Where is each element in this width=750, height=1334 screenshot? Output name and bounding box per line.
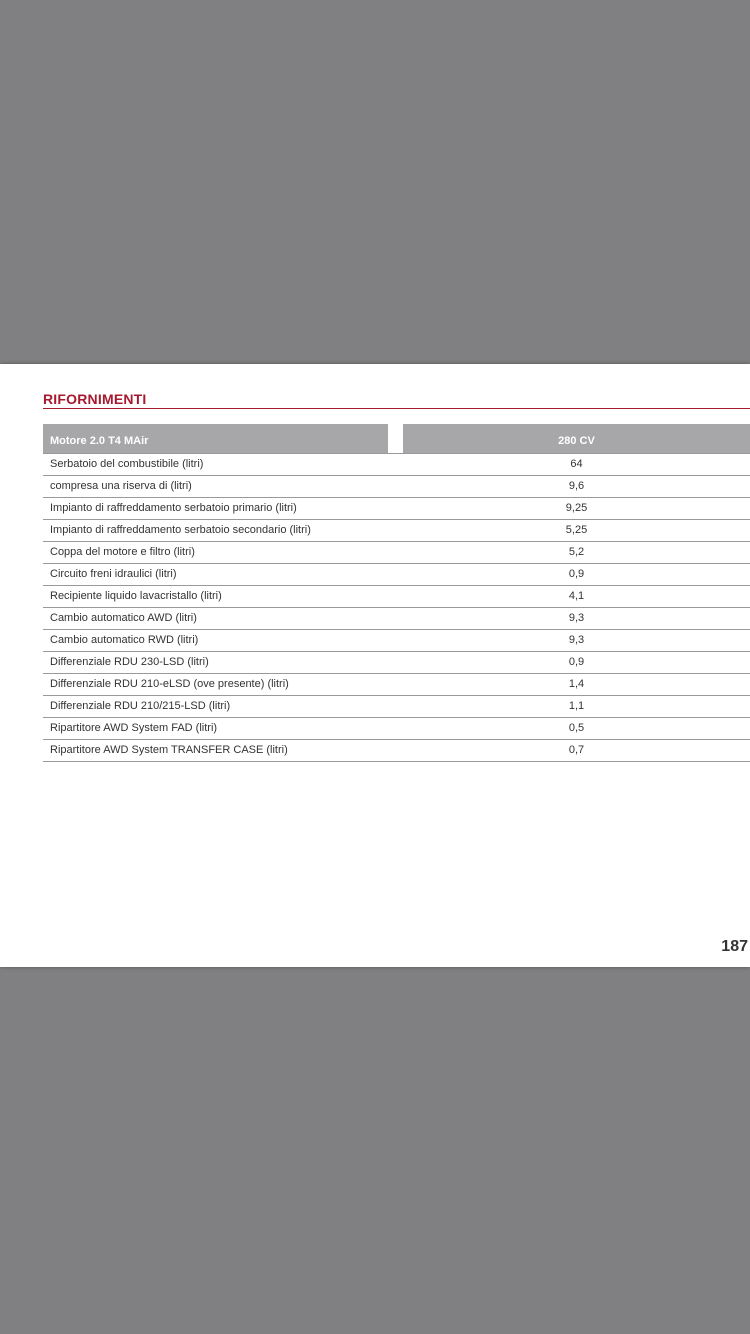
table-row (43, 498, 750, 520)
row-value: 0,9 (568, 656, 585, 668)
row-label: compresa una riserva di (litri) (50, 480, 192, 492)
table-row (43, 476, 750, 498)
row-label: Cambio automatico RWD (litri) (50, 634, 199, 646)
row-value: 9,25 (565, 502, 588, 514)
header-power: 280 CV (403, 424, 750, 453)
header-engine: Motore 2.0 T4 MAir (43, 424, 388, 453)
row-label: Ripartitore AWD System FAD (litri) (50, 722, 218, 734)
row-value: 0,5 (568, 722, 585, 734)
row-value: 5,25 (565, 524, 588, 536)
title-divider (43, 408, 750, 409)
row-label: Impianto di raffreddamento serbatoio primario (litri) (50, 502, 297, 514)
row-value: 5,2 (568, 546, 585, 558)
row-label: Coppa del motore e filtro (litri) (50, 546, 195, 558)
table-row (43, 586, 750, 608)
section-title: RIFORNIMENTI (43, 391, 147, 407)
table-row (43, 652, 750, 674)
row-label: Circuito freni idraulici (litri) (50, 568, 177, 580)
row-label: Ripartitore AWD System TRANSFER CASE (litri) (50, 744, 288, 756)
table-header (43, 424, 750, 454)
row-value: 4,1 (568, 590, 585, 602)
table-row (43, 630, 750, 652)
table-row (43, 718, 750, 740)
table-row (43, 696, 750, 718)
page-number: 187 (721, 938, 748, 955)
row-label: Differenziale RDU 210-eLSD (ove presente) (litri) (50, 678, 289, 690)
row-value: 1,1 (568, 700, 585, 712)
row-label: Differenziale RDU 230-LSD (litri) (50, 656, 209, 668)
table-row (43, 608, 750, 630)
table-row (43, 454, 750, 476)
row-value: 9,3 (568, 612, 585, 624)
table-row (43, 520, 750, 542)
row-label: Impianto di raffreddamento serbatoio secondario (litri) (50, 524, 311, 536)
table-row (43, 564, 750, 586)
row-value: 0,7 (568, 744, 585, 756)
row-label: Differenziale RDU 210/215-LSD (litri) (50, 700, 231, 712)
row-label: Recipiente liquido lavacristallo (litri) (50, 590, 222, 602)
table-row (43, 674, 750, 696)
row-value: 9,6 (568, 480, 585, 492)
table-row (43, 542, 750, 564)
row-label: Serbatoio del combustibile (litri) (50, 458, 204, 470)
row-value: 64 (570, 458, 583, 470)
manual-page (0, 364, 750, 967)
row-value: 0,9 (568, 568, 585, 580)
row-value: 9,3 (568, 634, 585, 646)
row-label: Cambio automatico AWD (litri) (50, 612, 197, 624)
table-row (43, 740, 750, 762)
refills-table (43, 424, 750, 762)
row-value: 1,4 (568, 678, 585, 690)
